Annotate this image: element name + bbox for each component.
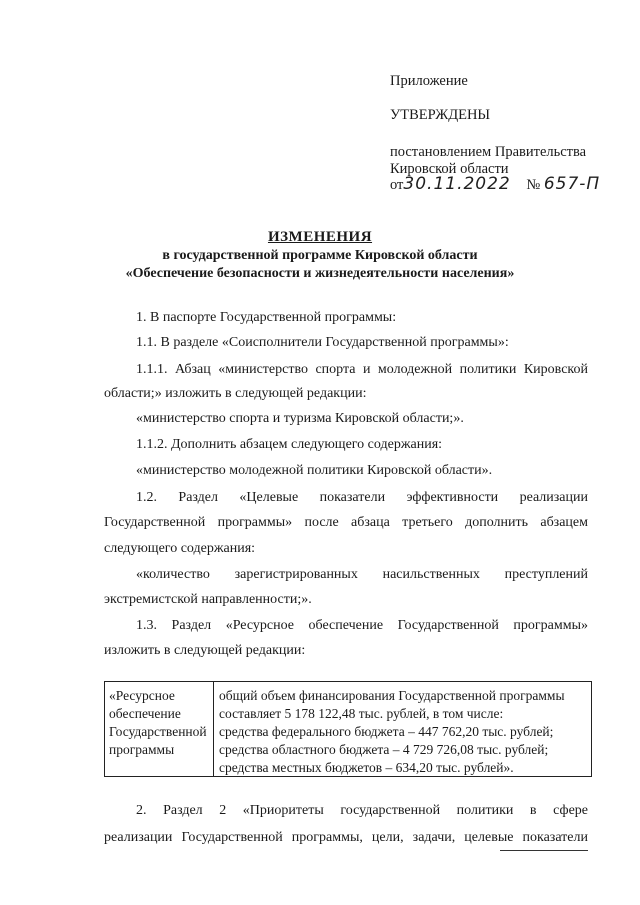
approved-label: УТВЕРЖДЕНЫ [390,107,491,123]
table-text-line: составляет 5 178 122,48 тыс. рублей, в том числе: [219,706,504,721]
table-column-divider [213,682,214,776]
decree-date-number [390,175,600,194]
paragraph-line: 1.2. Раздел «Целевые показатели эффективности реализации [136,490,588,505]
table-text-line: средства областного бюджета – 4 729 726,08 тыс. рублей; [219,742,549,757]
table-text-line: общий объем финансирования Государственной программы [219,688,565,703]
paragraph-line: 2. Раздел 2 «Приоритеты государственной политики в сфере [136,803,588,818]
number-prefix: № [526,177,541,193]
date-prefix: от [390,177,404,193]
appendix-label: Приложение [390,73,468,89]
table-text-line: средства федерального бюджета – 447 762,20 тыс. рублей; [219,724,554,739]
paragraph-line: экстремистской направленности;». [104,592,312,607]
document-heading: ИЗМЕНЕНИЯ [267,229,373,245]
decree-line-1: постановлением Правительства [390,144,587,160]
handwritten-number: 657-П [543,174,601,194]
paragraph-line: 1.1.2. Дополнить абзацем следующего содержания: [136,437,443,452]
paragraph-line: 1. В паспорте Государственной программы: [136,310,397,325]
paragraph-line: изложить в следующей редакции: [104,643,306,658]
table-cell-label [109,687,213,759]
footnote-rule [500,850,588,851]
document-subtitle-1: в государственной программе Кировской области [162,248,478,263]
table-text-line: средства местных бюджетов – 634,20 тыс. рублей». [219,760,514,775]
table-text-line: программы [109,742,175,757]
document-subtitle-2: «Обеспечение безопасности и жизнедеятельности населения» [125,266,515,281]
table-cell-value [219,687,593,777]
table-text-line: обеспечение [109,706,181,721]
paragraph-line: 1.3. Раздел «Ресурсное обеспечение Государственной программы» [136,618,588,633]
paragraph-line: «министерство спорта и туризма Кировской области;». [136,411,464,426]
paragraph-line: Государственной программы» после абзаца третьего дополнить абзацем [104,515,588,530]
decree-line-2: Кировской области [390,161,509,177]
paragraph-line: области;» изложить в следующей редакции: [104,386,367,401]
table-text-line: Государственной [109,724,207,739]
paragraph-line: следующего содержания: [104,541,256,556]
paragraph-line: «министерство молодежной политики Кировской области». [136,463,493,478]
handwritten-date: 30.11.2022 [403,174,511,194]
table-text-line: «Ресурсное [109,688,175,703]
paragraph-line: «количество зарегистрированных насильственных преступлений [136,567,588,582]
resource-table [104,681,592,777]
paragraph-line: 1.1. В разделе «Соисполнители Государственной программы»: [136,335,509,350]
paragraph-line: 1.1.1. Абзац «министерство спорта и молодежной политики Кировской [136,362,588,377]
paragraph-line: реализации Государственной программы, цели, задачи, целевые показатели [104,830,588,845]
